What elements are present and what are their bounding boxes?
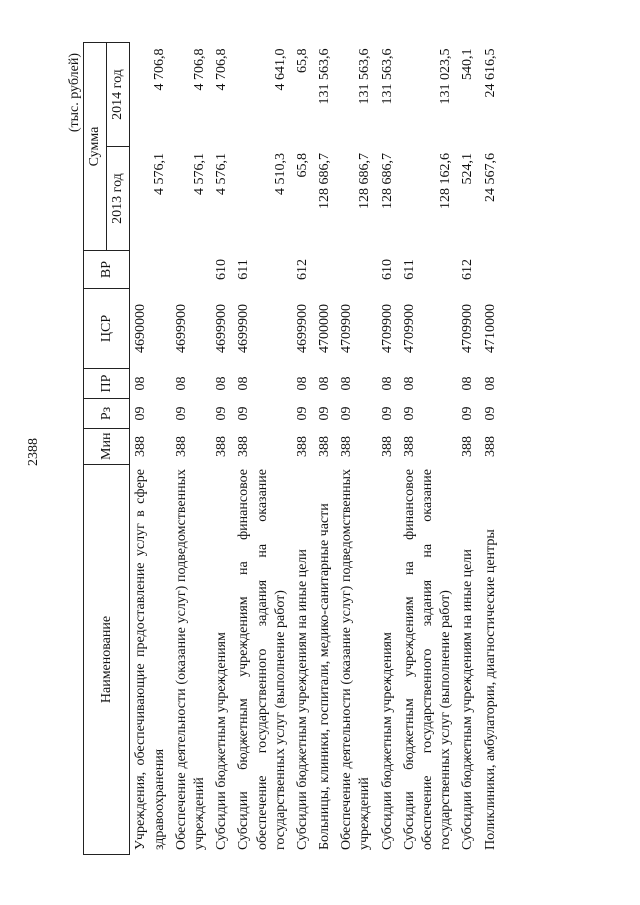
row-sum-2014: 131 023,5 — [438, 48, 454, 105]
row-sum-2014: 24 616,5 — [482, 48, 498, 98]
table-header — [84, 43, 130, 855]
row-csr: 4709900 — [460, 304, 476, 353]
row-vr: 610 — [214, 259, 230, 280]
row-min: 388 — [482, 436, 498, 457]
row-csr: 4709900 — [401, 304, 417, 353]
table-row — [480, 43, 502, 855]
row-vr: 611 — [236, 259, 252, 280]
table-row — [292, 43, 314, 855]
row-vr: 610 — [379, 259, 395, 280]
row-pr: 08 — [236, 376, 252, 391]
header-vr: ВР — [84, 251, 130, 289]
row-min: 388 — [236, 436, 252, 457]
row-csr: 4699900 — [214, 304, 230, 353]
header-min: Мин — [84, 429, 130, 465]
row-sum-2014: 131 563,6 — [317, 48, 333, 105]
row-vr — [314, 251, 336, 289]
header-year-2014: 2014 год — [107, 43, 130, 147]
row-rz: 09 — [173, 406, 189, 421]
row-sum-2013: 524,1 — [460, 153, 476, 185]
row-name: Субсидии бюджетным учреждениям на иные цели — [460, 549, 476, 850]
row-rz: 09 — [482, 406, 498, 421]
row-vr: 612 — [460, 259, 476, 280]
row-name: Обеспечение деятельности (оказание услуг) подведомственных учреждений — [173, 469, 207, 850]
page-number: 2388 — [26, 438, 41, 466]
row-pr: 08 — [482, 376, 498, 391]
row-min: 388 — [401, 436, 417, 457]
row-sum-2014: 4 706,8 — [214, 48, 230, 91]
row-min: 388 — [379, 436, 395, 457]
header-rz: Рз — [84, 399, 130, 429]
table-row — [211, 43, 233, 855]
table-body — [130, 43, 502, 855]
row-sum-2014: 131 563,6 — [357, 48, 373, 105]
row-name: Субсидии бюджетным учреждениям — [214, 632, 230, 850]
row-csr: 4699900 — [236, 304, 252, 353]
table-row — [399, 43, 458, 855]
budget-table-page — [67, 43, 587, 855]
row-vr: 611 — [401, 259, 417, 280]
row-pr: 08 — [173, 376, 189, 391]
row-name: Обеспечение деятельности (оказание услуг) подведомственных учреждений — [339, 469, 373, 850]
row-rz: 09 — [133, 406, 149, 421]
row-rz: 09 — [339, 406, 355, 421]
table-row — [314, 43, 336, 855]
row-rz: 09 — [294, 406, 310, 421]
row-csr: 4700000 — [317, 304, 333, 353]
row-vr — [130, 251, 171, 289]
row-csr: 4709900 — [339, 304, 355, 353]
table-row — [233, 43, 292, 855]
row-sum-2013: 128 162,6 — [438, 153, 454, 209]
row-name: Больницы, клиники, госпитали, медико-санитарные части — [317, 503, 333, 850]
row-vr: 612 — [294, 259, 310, 280]
table-row — [171, 43, 211, 855]
row-pr: 08 — [294, 376, 310, 391]
header-sum: Сумма — [84, 43, 107, 251]
row-name: Субсидии бюджетным учреждениям — [379, 632, 395, 850]
row-name: Поликлиники, амбулатории, диагностические центры — [482, 529, 498, 850]
row-min: 388 — [460, 436, 476, 457]
row-name: Субсидии бюджетным учреждениям на финансовое обеспечение государственного задания на оказание государственных услуг (выполнение работ) — [236, 469, 288, 850]
row-name: Субсидии бюджетным учреждениям на финансовое обеспечение государственного задания на оказание государственных услуг (выполнение работ) — [401, 469, 454, 850]
header-name: Наименование — [84, 465, 130, 855]
unit-label: (тыс. рублей) — [67, 53, 82, 133]
header-csr: ЦСР — [84, 289, 130, 369]
table-row — [377, 43, 399, 855]
row-sum-2014: 65,8 — [294, 48, 310, 73]
row-sum-2014: 4 706,8 — [151, 48, 167, 91]
row-min: 388 — [214, 436, 230, 457]
row-sum-2014: 131 563,6 — [379, 48, 395, 105]
row-min: 388 — [133, 436, 149, 457]
row-pr: 08 — [460, 376, 476, 391]
row-sum-2013: 128 686,7 — [317, 153, 333, 209]
row-rz: 09 — [401, 406, 417, 421]
row-sum-2013: 4 576,1 — [151, 153, 167, 195]
row-csr: 4710000 — [482, 304, 498, 353]
row-pr: 08 — [339, 376, 355, 391]
row-rz: 09 — [214, 406, 230, 421]
row-sum-2013: 65,8 — [294, 153, 310, 178]
row-pr: 08 — [379, 376, 395, 391]
row-min: 388 — [294, 436, 310, 457]
table-row — [130, 43, 171, 855]
row-rz: 09 — [379, 406, 395, 421]
row-csr: 4709900 — [379, 304, 395, 353]
row-csr: 4699900 — [173, 304, 189, 353]
row-rz: 09 — [236, 406, 252, 421]
table-row — [457, 43, 479, 855]
row-sum-2013: 4 576,1 — [191, 153, 207, 195]
row-pr: 08 — [317, 376, 333, 391]
row-name: Учреждения, обеспечивающие предоставление услуг в сфере здравоохранения — [133, 469, 167, 850]
budget-table — [83, 42, 502, 855]
row-vr — [480, 251, 502, 289]
row-sum-2013: 4 576,1 — [214, 153, 230, 195]
header-year-2013: 2013 год — [107, 147, 130, 251]
row-pr: 08 — [133, 376, 149, 391]
row-sum-2014: 540,1 — [460, 48, 476, 80]
row-sum-2014: 4 706,8 — [191, 48, 207, 91]
row-min: 388 — [339, 436, 355, 457]
row-pr: 08 — [401, 376, 417, 391]
row-sum-2013: 128 686,7 — [357, 153, 373, 209]
row-pr: 08 — [214, 376, 230, 391]
row-csr: 4699900 — [294, 304, 310, 353]
row-name: Субсидии бюджетным учреждениям на иные цели — [294, 549, 310, 850]
row-sum-2014: 4 641,0 — [272, 48, 288, 91]
row-min: 388 — [173, 436, 189, 457]
table-row — [336, 43, 376, 855]
row-min: 388 — [317, 436, 333, 457]
row-rz: 09 — [317, 406, 333, 421]
row-vr — [336, 251, 376, 289]
row-csr: 4690000 — [133, 304, 149, 353]
row-sum-2013: 24 567,6 — [482, 153, 498, 202]
header-pr: ПР — [84, 369, 130, 399]
row-sum-2013: 4 510,3 — [272, 153, 288, 195]
row-rz: 09 — [460, 406, 476, 421]
row-sum-2013: 128 686,7 — [379, 153, 395, 209]
row-vr — [171, 251, 211, 289]
